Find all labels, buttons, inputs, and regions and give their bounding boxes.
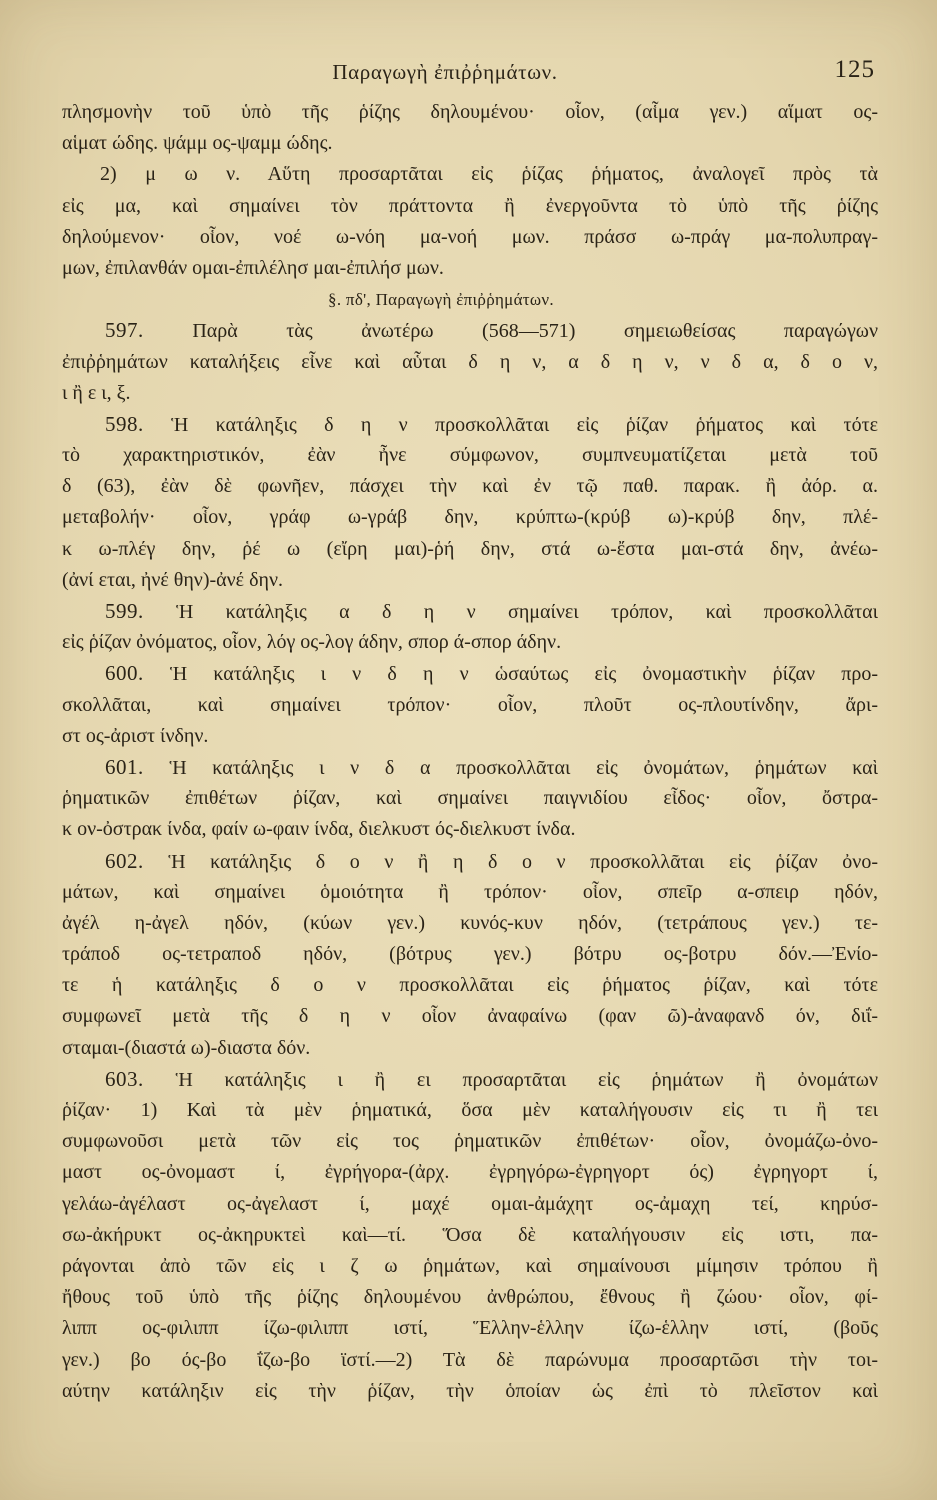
text-line: κ ον-ὀστρακ ίνδα, φαίν ω-φαιν ίνδα, διελκυστ ός-διελκυστ ίνδα.: [62, 818, 576, 841]
text-line: τὸ χαρακτηριστικόν, ἐὰν ἦνε σύμφωνον, συμπνευματίζεται μετὰ τοῦ: [62, 444, 878, 467]
text-line: [62, 1064, 878, 1095]
paragraph-600: [62, 658, 878, 752]
text-line: μαστ ος-ὀνομαστ ί, ἐγρήγορα-(ἀρχ. ἐγρηγόρω-ἐγρηγορτ ός) ἐγρηγορτ ί,: [62, 1161, 878, 1184]
text-line: συμφωνεῖ μετὰ τῆς δ η ν οἷον ἀναφαίνω (φαν ῶ)-ἀναφανδ όν, διΐ-: [62, 1005, 878, 1028]
text-line: σταμαι-(διαστά ω)-διαστα δόν.: [62, 1036, 311, 1059]
text-line: τράποδ ος-τετραποδ ηδόν, (βότρυς γεν.) βότρυ ος-βοτρυ δόν.—Ἐνίο-: [62, 943, 878, 966]
text-line: μων, ἐπιλανθάν ομαι-ἐπιλέλησ μαι-ἐπιλήσ μων.: [62, 256, 444, 279]
paragraph-number: 598.: [105, 411, 144, 436]
text-line: ἀγέλ η-ἀγελ ηδόν, (κύων γεν.) κυνός-κυν ηδόν, (τετράπους γεν.) τε-: [62, 911, 878, 934]
line-text: Ἡ κατάληξις δ η ν προσκολλᾶται εἰς ῥίζαν ῥήματος καὶ τότε: [171, 413, 878, 436]
text-line: [62, 846, 878, 877]
paragraph-number: 601.: [105, 754, 144, 779]
text-line: αἱματ ώδης. ψάμμ ος-ψαμμ ώδης.: [62, 132, 333, 155]
text-line: ι ἢ ε ι, ξ.: [62, 381, 131, 404]
line-text: Ἡ κατάληξις ι ν δ η ν ὡσαύτως εἰς ὀνομαστικὴν ῥίζαν προ-: [169, 663, 878, 686]
text-line: 2) μ ω ν. Αὕτη προσαρτᾶται εἰς ῥίζας ῥήματος, ἀναλογεῖ πρὸς τὰ: [100, 163, 878, 186]
paragraph-603: [62, 1064, 878, 1407]
text-line: [62, 658, 878, 689]
line-text: Ἡ κατάληξις ι ν δ α προσκολλᾶται εἰς ὀνομάτων, ῥημάτων καὶ: [169, 756, 878, 779]
paragraph-number: 599.: [105, 599, 144, 623]
text-line: ῥηματικῶν ἐπιθέτων ῥίζαν, καὶ σημαίνει παιγνιδίου εἶδος· οἷον, ὄστρα-: [62, 787, 878, 810]
body-text: [62, 97, 878, 1407]
paragraph-602: [62, 846, 878, 1064]
page-number: 125: [834, 56, 875, 83]
text-line: μάτων, καὶ σημαίνει ὁμοιότητα ἢ τρόπον· οἷον, σπεῖρ α-σπειρ ηδόν,: [62, 880, 878, 903]
text-line: μεταβολήν· οἷον, γράφ ω-γράβ δην, κρύπτω-(κρύβ ω)-κρύβ δην, πλέ-: [62, 506, 878, 529]
line-text: Ἡ κατάληξις ι ἢ ει προσαρτᾶται εἰς ῥημάτων ἢ ὀνομάτων: [175, 1068, 878, 1091]
text-line: αύτην κατάληξιν εἰς τὴν ῥίζαν, τὴν ὁποίαν ὡς ἐπὶ τὸ πλεῖστον καὶ: [62, 1379, 878, 1402]
text-line: δ (63), ἐὰν δὲ φωνῆεν, πάσχει τὴν καὶ ἐν τῷ παθ. παρακ. ἢ ἀόρ. α.: [62, 475, 878, 498]
text-line: συμφωνοῦσι μετὰ τῶν εἰς τος ῥηματικῶν ἐπιθέτων· οἷον, ὀνομάζω-ὀνο-: [62, 1130, 878, 1153]
paragraph-number: 602.: [105, 848, 144, 873]
text-line: στ ος-ἀριστ ίνδην.: [62, 724, 209, 747]
continued-paragraph: [62, 97, 878, 284]
paragraph-599: [62, 596, 878, 658]
text-line: σκολλᾶται, καὶ σημαίνει τρόπον· οἷον, πλοῦτ ος-πλουτίνδην, ἄρι-: [62, 693, 878, 716]
paragraph-601: [62, 752, 878, 846]
line-text: Παρὰ τὰς ἀνωτέρω (568—571) σημειωθείσας παραγώγων: [192, 320, 878, 343]
text-line: [62, 596, 878, 627]
text-line: ράγονται ἀπὸ τῶν εἰς ι ζ ω ῥημάτων, καὶ σημαίνουσι μίμησιν τρόπου ἢ: [62, 1254, 878, 1277]
text-line: ῥίζαν· 1) Καὶ τὰ μὲν ῥηματικά, ὅσα μὲν καταλήγουσιν εἰς τι ἢ τει: [62, 1099, 878, 1121]
paragraph-597: [62, 315, 878, 409]
paragraph-number: 597.: [105, 318, 144, 343]
line-text: Ἡ κατάληξις α δ η ν σημαίνει τρόπον, καὶ προσκολλᾶται: [176, 601, 878, 623]
line-text: Ἡ κατάληξις δ ο ν ἢ η δ ο ν προσκολλᾶται εἰς ῥίζαν ὀνο-: [168, 850, 878, 873]
section-heading: §. πδ', Παραγωγὴ ἐπιῤῥημάτων.: [328, 290, 554, 310]
text-line: ἤθους τοῦ ὑπὸ τῆς ῥίζης δηλουμένου ἀνθρώπου, ἔθνους ἢ ζώου· οἷον, φί-: [62, 1286, 878, 1309]
text-line: γεν.) βο ός-βο ΐζω-βο ϊστί.—2) Τὰ δὲ παρώνυμα προσαρτῶσι τὴν τοι-: [62, 1348, 878, 1371]
paragraph-598: [62, 409, 878, 596]
text-line: [62, 315, 878, 346]
text-line: τε ἡ κατάληξις δ ο ν προσκολλᾶται εἰς ῥήματος ῥίζαν, καὶ τότε: [62, 974, 878, 997]
text-line: ἐπιῤῥημάτων καταλήξεις εἶνε καὶ αὗται δ η ν, α δ η ν, ν δ α, δ ο ν,: [62, 350, 878, 373]
text-line: πλησμονὴν τοῦ ὑπὸ τῆς ῥίζης δηλουμένου· οἷον, (αἷμα γεν.) αἵματ ος-: [62, 101, 878, 123]
text-line: εἰς μα, καὶ σημαίνει τὸν πράττοντα ἢ ἐνεργοῦντα τὸ ὑπὸ τῆς ῥίζης: [62, 194, 878, 217]
text-line: γελάω-ἀγέλαστ ος-ἀγελαστ ί, μαχέ ομαι-ἀμάχητ ος-ἀμαχη τεί, κηρύσ-: [62, 1192, 878, 1215]
text-line: [62, 752, 878, 783]
text-line: λιππ ος-φιλιππ ίζω-φιλιππ ιστί, Ἕλλην-ἑλλην ίζω-ἑλλην ιστί, (βοῦς: [62, 1317, 878, 1340]
text-line: (ἀνί εται, ἠνέ θην)-ἀνέ δην.: [62, 568, 284, 591]
text-line: [62, 409, 878, 440]
running-head: [0, 58, 937, 94]
text-line: εἰς ῥίζαν ὀνόματος, οἷον, λόγ ος-λογ άδην, σπορ ά-σπορ άδην.: [62, 631, 562, 654]
text-line: σω-ἀκήρυκτ ος-ἀκηρυκτεὶ καὶ—τί. Ὅσα δὲ καταλήγουσιν εἰς ιστι, πα-: [62, 1223, 878, 1246]
running-head-title: Παραγωγὴ ἐπιῤῥημάτων.: [332, 60, 558, 84]
text-line: κ ω-πλέγ δην, ῥέ ω (εἴρη μαι)-ῥή δην, στά ω-ἔστα μαι-στά δην, ἀνέω-: [62, 537, 878, 560]
text-line: δηλούμενον· οἷον, νοέ ω-νόη μα-νοή μων. πράσσ ω-πράγ μα-πολυπραγ-: [62, 225, 878, 248]
paragraph-number: 600.: [105, 661, 144, 686]
paragraph-number: 603.: [105, 1066, 144, 1091]
